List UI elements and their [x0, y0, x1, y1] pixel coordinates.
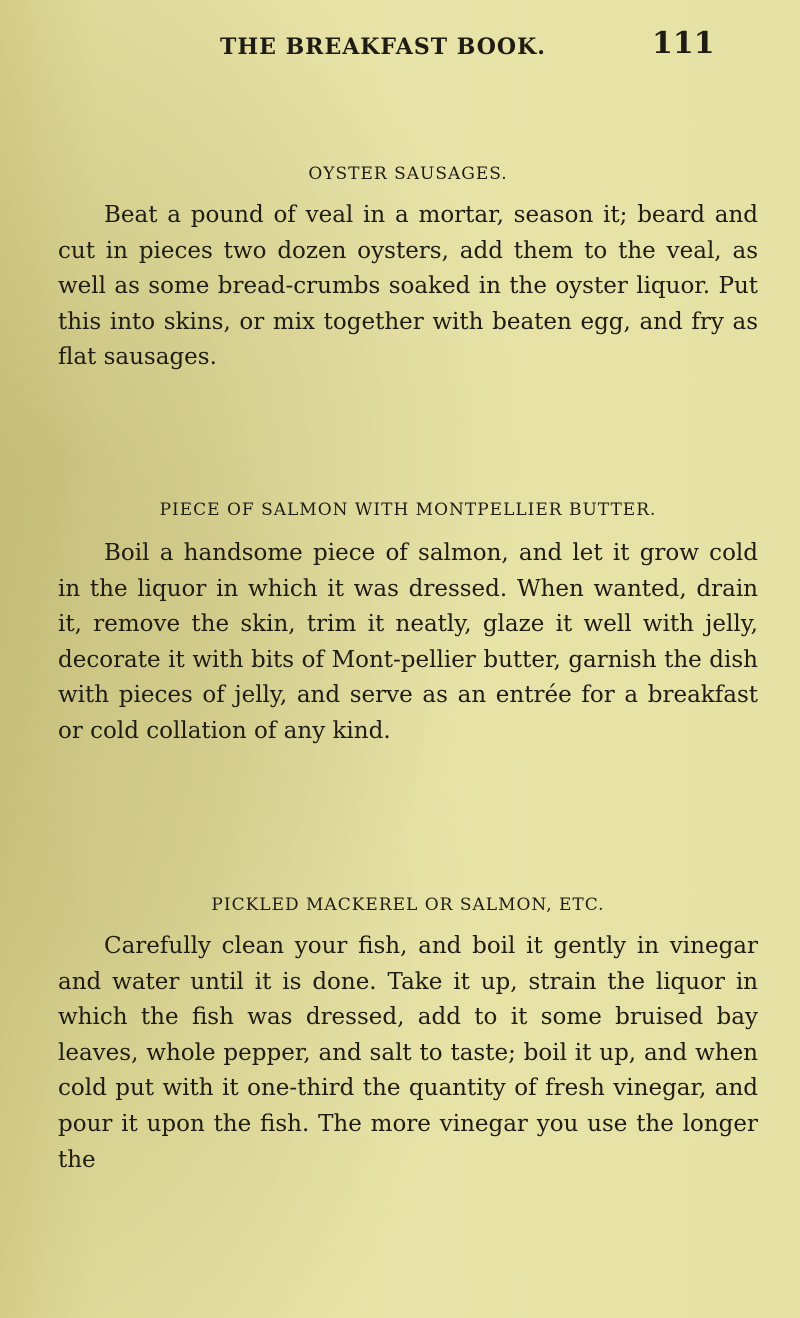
recipe-body: Carefully clean your fish, and boil it gently in vinegar and water until it is done. Take it up, strain the liquor in which the fish was dressed, add to it some bruised bay leaves, whole pepper, and salt to taste; boil it up, and when cold put with it one-third the quantity of fresh vinegar, and pour it upon the fish. The more vinegar you use the longer the	[58, 933, 758, 1173]
recipe-pickled-mackerel	[58, 895, 758, 1178]
recipe-salmon-montpellier	[58, 500, 758, 750]
recipe-body: Boil a handsome piece of salmon, and let it grow cold in the liquor in which it was dressed. When wanted, drain it, remove the skin, trim it neatly, glaze it well with jelly, decorate it with bits of Mont-pellier butter, garnish the dish with pieces of jelly, and serve as an entrée for a breakfast or cold collation of any kind.	[58, 540, 758, 744]
recipe-body: Beat a pound of veal in a mortar, season it; beard and cut in pieces two dozen oysters, add them to the veal, as well as some bread-crumbs soaked in the oyster liquor. Put this into skins, or mix together with beaten egg, and fry as flat sausages.	[58, 202, 758, 371]
recipe-oyster-sausages	[58, 164, 758, 376]
recipe-heading: OYSTER SAUSAGES.	[308, 164, 508, 184]
recipe-heading: PIECE OF SALMON WITH MONTPELLIER BUTTER.	[159, 500, 657, 520]
page-number: 111	[652, 26, 715, 61]
running-head	[220, 26, 740, 66]
recipe-heading: PICKLED MACKEREL OR SALMON, ETC.	[211, 895, 605, 915]
running-title: THE BREAKFAST BOOK.	[220, 34, 546, 60]
